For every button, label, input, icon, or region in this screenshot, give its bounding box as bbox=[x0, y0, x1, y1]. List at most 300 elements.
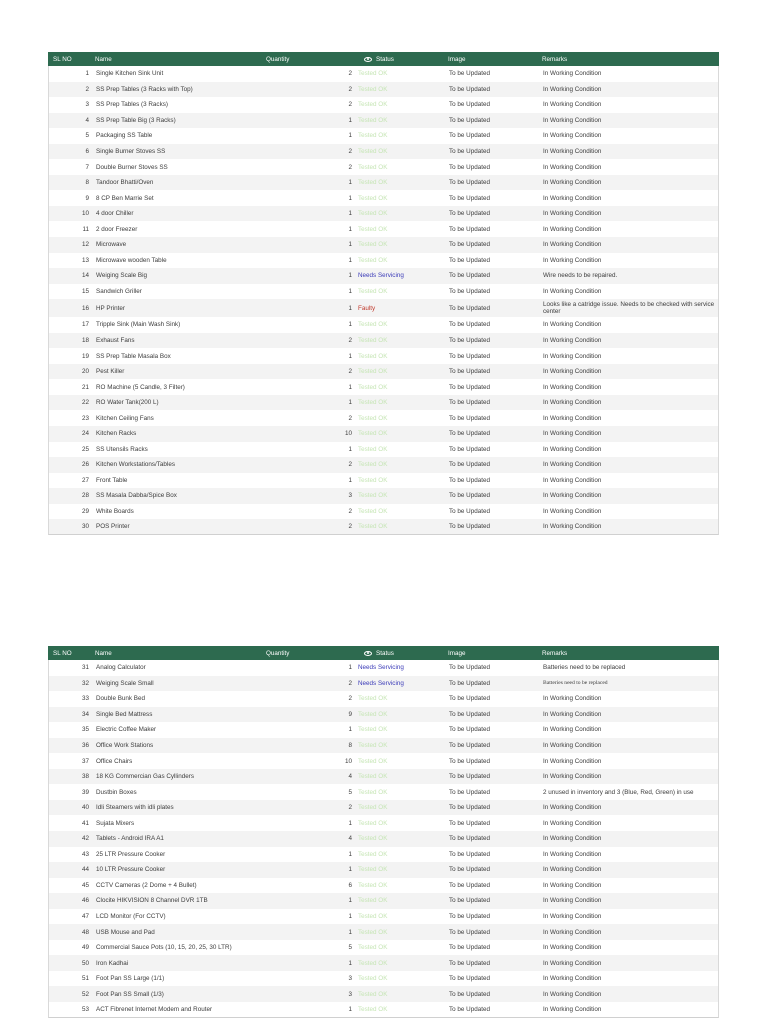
quantity-cell: 1 bbox=[348, 476, 352, 484]
remarks-cell: In Working Condition bbox=[543, 287, 602, 295]
table-body bbox=[48, 66, 719, 535]
image-cell: To be Updated bbox=[449, 928, 490, 936]
quantity-cell: 1 bbox=[348, 352, 352, 360]
table-row bbox=[48, 955, 719, 971]
name-cell: Kitchen Workstations/Tables bbox=[96, 461, 175, 469]
remarks-cell: In Working Condition bbox=[543, 163, 602, 171]
sl-no-cell: 21 bbox=[81, 383, 89, 391]
name-cell: Tripple Sink (Main Wash Sink) bbox=[96, 321, 181, 329]
quantity-cell: 1 bbox=[348, 866, 352, 874]
table-row bbox=[48, 457, 719, 473]
remarks-cell: In Working Condition bbox=[543, 194, 602, 202]
image-cell: To be Updated bbox=[449, 757, 490, 765]
quantity-cell: 1 bbox=[348, 132, 352, 140]
name-cell: 10 LTR Pressure Cooker bbox=[96, 866, 166, 874]
quantity-cell: 1 bbox=[348, 304, 352, 312]
remarks-cell: In Working Condition bbox=[543, 881, 602, 889]
quantity-cell: 4 bbox=[348, 835, 352, 843]
status-cell: Tested OK bbox=[358, 179, 388, 187]
quantity-cell: 1 bbox=[348, 179, 352, 187]
header-status[interactable] bbox=[351, 650, 448, 657]
quantity-cell: 1 bbox=[348, 959, 352, 967]
quantity-cell: 9 bbox=[348, 710, 352, 718]
name-cell: Analog Calculator bbox=[96, 664, 146, 672]
status-cell: Tested OK bbox=[358, 225, 388, 233]
image-cell: To be Updated bbox=[449, 101, 490, 109]
sl-no-cell: 43 bbox=[81, 850, 89, 858]
name-cell: 18 KG Commercian Gas Cyllinders bbox=[96, 773, 194, 781]
name-cell: Iron Kadhai bbox=[96, 959, 129, 967]
image-cell: To be Updated bbox=[449, 913, 490, 921]
remarks-cell: In Working Condition bbox=[543, 959, 602, 967]
image-cell: To be Updated bbox=[449, 975, 490, 983]
name-cell: Kitchen Racks bbox=[96, 430, 137, 438]
remarks-cell: In Working Condition bbox=[543, 975, 602, 983]
table-row bbox=[48, 426, 719, 442]
name-cell: Foot Pan SS Small (1/3) bbox=[96, 990, 164, 998]
quantity-cell: 2 bbox=[348, 523, 352, 531]
sl-no-cell: 38 bbox=[81, 773, 89, 781]
image-cell: To be Updated bbox=[449, 710, 490, 718]
status-cell: Tested OK bbox=[358, 148, 388, 155]
quantity-cell: 1 bbox=[348, 194, 352, 202]
remarks-cell: In Working Condition bbox=[543, 508, 602, 516]
sl-no-cell: 40 bbox=[81, 804, 89, 812]
name-cell: Commercial Sauce Pots (10, 15, 20, 25, 30 LTR) bbox=[96, 944, 232, 952]
image-cell: To be Updated bbox=[449, 225, 490, 233]
sl-no-cell: 5 bbox=[85, 132, 89, 140]
image-cell: To be Updated bbox=[449, 179, 490, 187]
remarks-cell: In Working Condition bbox=[543, 179, 602, 187]
quantity-cell: 1 bbox=[348, 819, 352, 827]
quantity-cell: 1 bbox=[348, 726, 352, 734]
sl-no-cell: 2 bbox=[85, 85, 89, 93]
quantity-cell: 5 bbox=[348, 788, 352, 796]
status-cell: Tested OK bbox=[358, 804, 388, 812]
sl-no-cell: 22 bbox=[81, 399, 89, 407]
quantity-cell: 2 bbox=[348, 337, 352, 345]
status-cell: Tested OK bbox=[358, 866, 388, 874]
table-row bbox=[48, 893, 719, 909]
remarks-cell: In Working Condition bbox=[543, 773, 602, 781]
sl-no-cell: 8 bbox=[85, 179, 89, 187]
header-name: Name bbox=[95, 55, 112, 63]
table-row bbox=[48, 769, 719, 785]
quantity-cell: 1 bbox=[348, 225, 352, 233]
image-cell: To be Updated bbox=[449, 148, 490, 155]
name-cell: Tablets - Android IRA A1 bbox=[96, 835, 164, 843]
image-cell: To be Updated bbox=[449, 773, 490, 781]
image-cell: To be Updated bbox=[449, 804, 490, 812]
remarks-cell: In Working Condition bbox=[543, 804, 602, 812]
quantity-cell: 1 bbox=[348, 1005, 352, 1013]
sl-no-cell: 36 bbox=[81, 742, 89, 749]
image-cell: To be Updated bbox=[449, 399, 490, 407]
remarks-cell: In Working Condition bbox=[543, 1005, 602, 1013]
sl-no-cell: 18 bbox=[81, 337, 89, 345]
table-row bbox=[48, 159, 719, 175]
table-row bbox=[48, 128, 719, 144]
image-cell: To be Updated bbox=[449, 695, 490, 703]
sl-no-cell: 44 bbox=[81, 866, 89, 874]
quantity-cell: 3 bbox=[348, 975, 352, 983]
status-cell: Tested OK bbox=[358, 210, 388, 218]
remarks-cell: In Working Condition bbox=[543, 445, 602, 453]
sl-no-cell: 17 bbox=[81, 321, 89, 329]
remarks-cell: In Working Condition bbox=[543, 819, 602, 827]
status-cell: Faulty bbox=[358, 304, 376, 312]
remarks-cell: In Working Condition bbox=[543, 225, 602, 233]
table-row bbox=[48, 364, 719, 380]
status-cell: Tested OK bbox=[358, 383, 388, 391]
status-cell: Tested OK bbox=[358, 101, 388, 109]
status-cell: Tested OK bbox=[358, 913, 388, 921]
name-cell: RO Water Tank(200 L) bbox=[96, 399, 159, 407]
remarks-cell: In Working Condition bbox=[543, 210, 602, 218]
image-cell: To be Updated bbox=[449, 944, 490, 952]
image-cell: To be Updated bbox=[449, 210, 490, 218]
quantity-cell: 1 bbox=[348, 928, 352, 936]
quantity-cell: 2 bbox=[348, 85, 352, 93]
image-cell: To be Updated bbox=[449, 194, 490, 202]
table-row bbox=[48, 379, 719, 395]
image-cell: To be Updated bbox=[449, 959, 490, 967]
sl-no-cell: 34 bbox=[81, 710, 89, 718]
quantity-cell: 1 bbox=[348, 850, 352, 858]
status-cell: Tested OK bbox=[358, 116, 388, 124]
table-row bbox=[48, 82, 719, 98]
quantity-cell: 2 bbox=[348, 70, 352, 78]
image-cell: To be Updated bbox=[449, 383, 490, 391]
remarks-cell: In Working Condition bbox=[543, 256, 602, 264]
image-cell: To be Updated bbox=[449, 304, 490, 312]
name-cell: Single Kitchen Sink Unit bbox=[96, 70, 164, 78]
table-row bbox=[48, 66, 719, 82]
header-image: Image bbox=[448, 55, 466, 63]
image-cell: To be Updated bbox=[449, 664, 490, 672]
status-cell: Tested OK bbox=[358, 881, 388, 889]
quantity-cell: 1 bbox=[348, 399, 352, 407]
status-cell: Tested OK bbox=[358, 241, 388, 249]
sl-no-cell: 52 bbox=[81, 990, 89, 998]
table-row bbox=[48, 299, 719, 317]
name-cell: CCTV Cameras (2 Dome + 4 Bullet) bbox=[96, 881, 197, 889]
status-cell: Tested OK bbox=[358, 835, 388, 843]
table-row bbox=[48, 722, 719, 738]
quantity-cell: 3 bbox=[348, 492, 352, 500]
image-cell: To be Updated bbox=[449, 163, 490, 171]
sl-no-cell: 53 bbox=[81, 1005, 89, 1013]
sl-no-cell: 9 bbox=[85, 194, 89, 202]
name-cell: Front Table bbox=[96, 476, 128, 484]
status-cell: Tested OK bbox=[358, 819, 388, 827]
remarks-cell: In Working Condition bbox=[543, 399, 602, 407]
quantity-cell: 2 bbox=[348, 695, 352, 703]
sl-no-cell: 12 bbox=[81, 241, 89, 249]
eye-icon bbox=[364, 651, 372, 656]
table-row bbox=[48, 190, 719, 206]
sl-no-cell: 29 bbox=[81, 508, 89, 516]
table-row bbox=[48, 800, 719, 816]
name-cell: 4 door Chiller bbox=[96, 210, 134, 218]
table-row bbox=[48, 707, 719, 723]
status-cell: Tested OK bbox=[358, 959, 388, 967]
status-cell: Tested OK bbox=[358, 352, 388, 360]
status-cell: Tested OK bbox=[358, 990, 388, 998]
image-cell: To be Updated bbox=[449, 492, 490, 500]
name-cell: Exhaust Fans bbox=[96, 337, 135, 345]
sl-no-cell: 14 bbox=[81, 272, 89, 280]
image-cell: To be Updated bbox=[449, 835, 490, 843]
status-cell: Tested OK bbox=[358, 788, 388, 796]
sl-no-cell: 39 bbox=[81, 788, 89, 796]
table-row bbox=[48, 348, 719, 364]
quantity-cell: 2 bbox=[348, 679, 352, 687]
table-row bbox=[48, 395, 719, 411]
table-row bbox=[48, 268, 719, 284]
table-body bbox=[48, 660, 719, 1018]
table-row bbox=[48, 519, 719, 535]
quantity-cell: 1 bbox=[348, 383, 352, 391]
image-cell: To be Updated bbox=[449, 881, 490, 889]
image-cell: To be Updated bbox=[449, 352, 490, 360]
remarks-cell: In Working Condition bbox=[543, 241, 602, 249]
sl-no-cell: 48 bbox=[81, 928, 89, 936]
name-cell: Double Burner Stoves SS bbox=[96, 163, 168, 171]
status-cell: Needs Servicing bbox=[358, 272, 404, 280]
image-cell: To be Updated bbox=[449, 866, 490, 874]
name-cell: Packaging SS Table bbox=[96, 132, 153, 140]
status-cell: Tested OK bbox=[358, 757, 388, 765]
image-cell: To be Updated bbox=[449, 287, 490, 295]
status-cell: Tested OK bbox=[358, 399, 388, 407]
status-cell: Tested OK bbox=[358, 256, 388, 264]
header-name: Name bbox=[95, 649, 112, 657]
status-cell: Tested OK bbox=[358, 944, 388, 952]
image-cell: To be Updated bbox=[449, 368, 490, 376]
sl-no-cell: 28 bbox=[81, 492, 89, 500]
table-row bbox=[48, 442, 719, 458]
name-cell: Tandoor Bhatti/Oven bbox=[96, 179, 154, 187]
status-cell: Tested OK bbox=[358, 975, 388, 983]
sl-no-cell: 32 bbox=[81, 679, 89, 687]
table-row bbox=[48, 909, 719, 925]
table-row bbox=[48, 691, 719, 707]
sl-no-cell: 23 bbox=[81, 414, 89, 422]
remarks-cell: In Working Condition bbox=[543, 337, 602, 345]
inventory-table-2 bbox=[48, 646, 719, 1018]
status-cell: Tested OK bbox=[358, 414, 388, 422]
remarks-cell: In Working Condition bbox=[543, 461, 602, 469]
status-cell: Tested OK bbox=[358, 321, 388, 329]
image-cell: To be Updated bbox=[449, 679, 490, 687]
table-row bbox=[48, 924, 719, 940]
remarks-cell: In Working Condition bbox=[543, 695, 602, 703]
quantity-cell: 1 bbox=[348, 664, 352, 672]
name-cell: Clocite HIKVISION 8 Channel DVR 1TB bbox=[96, 897, 208, 905]
image-cell: To be Updated bbox=[449, 132, 490, 140]
quantity-cell: 3 bbox=[348, 990, 352, 998]
table-row bbox=[48, 847, 719, 863]
sl-no-cell: 45 bbox=[81, 881, 89, 889]
image-cell: To be Updated bbox=[449, 788, 490, 796]
header-quantity: Quantity bbox=[266, 55, 290, 63]
remarks-cell: In Working Condition bbox=[543, 148, 602, 155]
remarks-cell: In Working Condition bbox=[543, 414, 602, 422]
quantity-cell: 1 bbox=[348, 321, 352, 329]
status-cell: Tested OK bbox=[358, 194, 388, 202]
status-cell: Tested OK bbox=[358, 726, 388, 734]
status-cell: Tested OK bbox=[358, 492, 388, 500]
name-cell: HP Printer bbox=[96, 304, 125, 312]
image-cell: To be Updated bbox=[449, 476, 490, 484]
status-cell: Tested OK bbox=[358, 337, 388, 345]
quantity-cell: 2 bbox=[348, 368, 352, 376]
image-cell: To be Updated bbox=[449, 272, 490, 280]
sl-no-cell: 19 bbox=[81, 352, 89, 360]
name-cell: 25 LTR Pressure Cooker bbox=[96, 850, 166, 858]
sl-no-cell: 3 bbox=[85, 101, 89, 109]
sl-no-cell: 11 bbox=[82, 225, 89, 233]
image-cell: To be Updated bbox=[449, 819, 490, 827]
name-cell: SS Prep Table Big (3 Racks) bbox=[96, 116, 176, 124]
status-cell: Tested OK bbox=[358, 85, 388, 93]
name-cell: SS Prep Table Masala Box bbox=[96, 352, 171, 360]
name-cell: Sujata Mixers bbox=[96, 819, 135, 827]
table-row bbox=[48, 971, 719, 987]
table-header bbox=[48, 646, 719, 660]
table-row bbox=[48, 862, 719, 878]
table-row bbox=[48, 473, 719, 489]
quantity-cell: 1 bbox=[348, 897, 352, 905]
name-cell: Double Bunk Bed bbox=[96, 695, 146, 703]
sl-no-cell: 13 bbox=[81, 256, 89, 264]
remarks-cell: In Working Condition bbox=[543, 897, 602, 905]
header-status[interactable] bbox=[351, 56, 448, 63]
quantity-cell: 2 bbox=[348, 461, 352, 469]
image-cell: To be Updated bbox=[449, 241, 490, 249]
remarks-cell: In Working Condition bbox=[543, 321, 602, 329]
remarks-cell: Batteries need to be replaced bbox=[543, 664, 626, 672]
remarks-cell: In Working Condition bbox=[543, 990, 602, 998]
remarks-cell: Batteries need to be replaced bbox=[543, 679, 608, 686]
header-remarks: Remarks bbox=[542, 55, 568, 63]
name-cell: Weiging Scale Big bbox=[96, 272, 147, 280]
quantity-cell: 6 bbox=[348, 881, 352, 889]
remarks-cell: In Working Condition bbox=[543, 476, 602, 484]
quantity-cell: 2 bbox=[348, 804, 352, 812]
header-status-label: Status bbox=[376, 55, 394, 63]
image-cell: To be Updated bbox=[449, 414, 490, 422]
name-cell: Electric Coffee Maker bbox=[96, 726, 157, 734]
name-cell: SS Prep Tables (3 Racks) bbox=[96, 101, 168, 109]
name-cell: ACT Fibrenet Internet Modem and Router bbox=[96, 1005, 213, 1013]
name-cell: Weiging Scale Small bbox=[96, 679, 154, 687]
name-cell: Microwave wooden Table bbox=[96, 256, 167, 264]
quantity-cell: 2 bbox=[348, 414, 352, 422]
table-row bbox=[48, 221, 719, 237]
status-cell: Tested OK bbox=[358, 1005, 388, 1013]
remarks-cell: 2 unused in inventory and 3 (Blue, Red, Green) in use bbox=[543, 788, 694, 796]
remarks-cell: In Working Condition bbox=[543, 101, 602, 109]
header-sl-no: SL NO bbox=[53, 55, 72, 63]
status-cell: Tested OK bbox=[358, 710, 388, 718]
quantity-cell: 1 bbox=[348, 116, 352, 124]
table-row bbox=[48, 784, 719, 800]
remarks-cell: In Working Condition bbox=[543, 132, 602, 140]
table-header bbox=[48, 52, 719, 66]
name-cell: Office Work Stations bbox=[96, 742, 154, 749]
remarks-cell: In Working Condition bbox=[543, 85, 602, 93]
name-cell: LCD Monitor (For CCTV) bbox=[96, 913, 166, 921]
table-row bbox=[48, 113, 719, 129]
table-row bbox=[48, 253, 719, 269]
table-row bbox=[48, 206, 719, 222]
remarks-cell: In Working Condition bbox=[543, 928, 602, 936]
name-cell: 2 door Freezer bbox=[96, 225, 138, 233]
name-cell: Pest Killer bbox=[96, 368, 125, 376]
sl-no-cell: 24 bbox=[81, 430, 89, 438]
quantity-cell: 10 bbox=[344, 757, 352, 765]
remarks-cell: In Working Condition bbox=[543, 835, 602, 843]
image-cell: To be Updated bbox=[449, 321, 490, 329]
image-cell: To be Updated bbox=[449, 85, 490, 93]
quantity-cell: 4 bbox=[348, 773, 352, 781]
sl-no-cell: 26 bbox=[81, 461, 89, 469]
name-cell: USB Mouse and Pad bbox=[96, 928, 155, 936]
quantity-cell: 2 bbox=[348, 163, 352, 171]
sl-no-cell: 49 bbox=[81, 944, 89, 952]
name-cell: 8 CP Ben Marrie Set bbox=[96, 194, 154, 202]
remarks-cell: In Working Condition bbox=[543, 866, 602, 874]
sl-no-cell: 25 bbox=[81, 445, 89, 453]
sl-no-cell: 51 bbox=[81, 975, 89, 983]
remarks-cell: In Working Condition bbox=[543, 368, 602, 376]
table-row bbox=[48, 878, 719, 894]
sl-no-cell: 10 bbox=[81, 210, 89, 218]
status-cell: Tested OK bbox=[358, 163, 388, 171]
status-cell: Tested OK bbox=[358, 773, 388, 781]
table-row bbox=[48, 940, 719, 956]
image-cell: To be Updated bbox=[449, 116, 490, 124]
remarks-cell: In Working Condition bbox=[543, 742, 602, 749]
quantity-cell: 2 bbox=[348, 148, 352, 155]
table-row bbox=[48, 284, 719, 300]
remarks-cell: In Working Condition bbox=[543, 70, 602, 78]
image-cell: To be Updated bbox=[449, 850, 490, 858]
name-cell: Single Burner Stoves SS bbox=[96, 148, 166, 155]
quantity-cell: 1 bbox=[348, 256, 352, 264]
table-row bbox=[48, 831, 719, 847]
status-cell: Tested OK bbox=[358, 476, 388, 484]
name-cell: SS Utensils Racks bbox=[96, 445, 148, 453]
remarks-cell: In Working Condition bbox=[543, 352, 602, 360]
status-cell: Tested OK bbox=[358, 132, 388, 140]
sl-no-cell: 37 bbox=[81, 757, 89, 765]
header-quantity: Quantity bbox=[266, 649, 290, 657]
table-row bbox=[48, 97, 719, 113]
table-row bbox=[48, 144, 719, 160]
table-row bbox=[48, 410, 719, 426]
quantity-cell: 1 bbox=[348, 210, 352, 218]
sl-no-cell: 20 bbox=[81, 368, 89, 376]
name-cell: Idli Steamers with idli plates bbox=[96, 804, 174, 812]
sl-no-cell: 6 bbox=[85, 148, 89, 155]
table-row bbox=[48, 237, 719, 253]
table-row bbox=[48, 488, 719, 504]
sl-no-cell: 16 bbox=[81, 304, 89, 312]
status-cell: Tested OK bbox=[358, 287, 388, 295]
